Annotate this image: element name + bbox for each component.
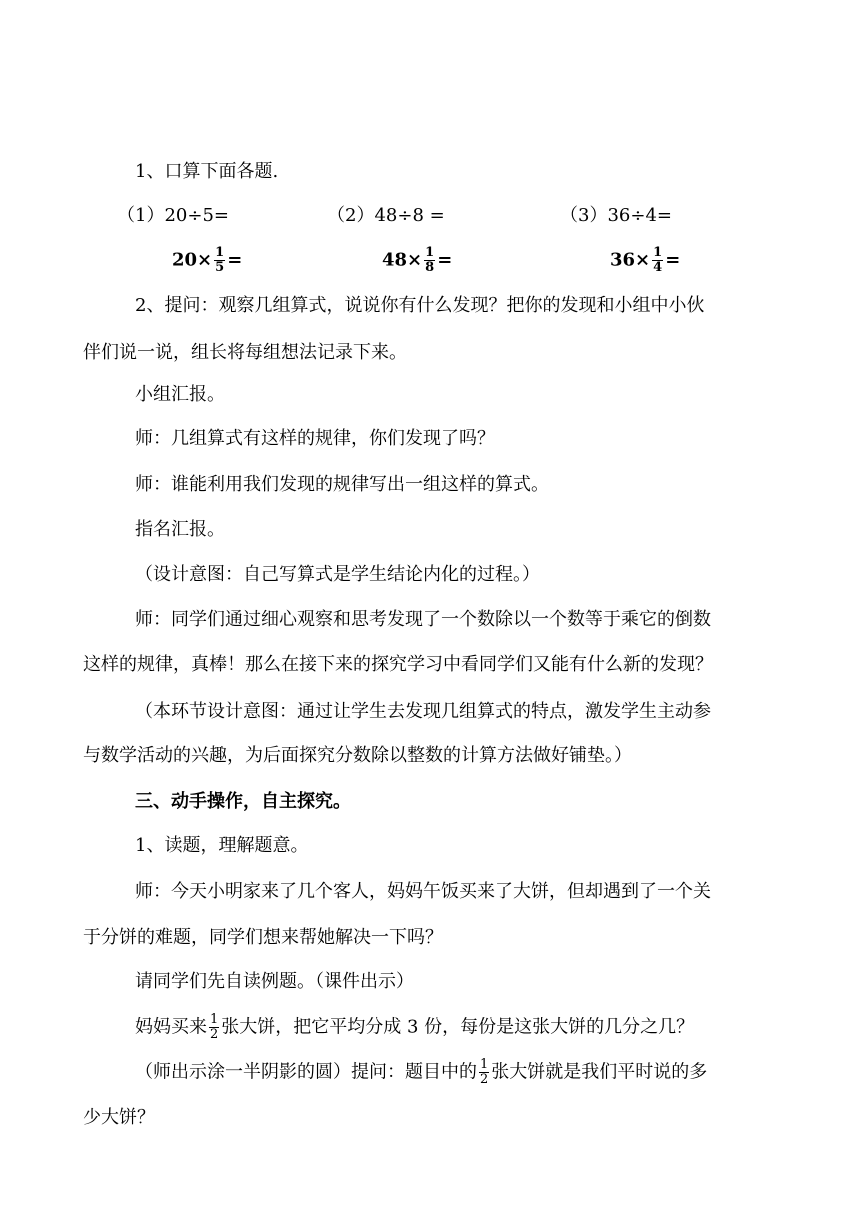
example-text-start: 妈妈买来 <box>135 1016 207 1038</box>
multiplication-1-text: 20× <box>172 249 213 271</box>
teacher-5-text-start: （师出示涂一半阴影的圆）提问：题目中的 <box>135 1061 477 1083</box>
paragraph-teacher-3-line-1: 师：同学们通过细心观察和思考发现了一个数除以一个数等于乘它的倒数 <box>135 609 711 630</box>
fraction <box>209 1013 219 1042</box>
fraction-denominator: 2 <box>210 1027 219 1042</box>
section-heading: 三、动手操作，自主探究。 <box>135 791 351 812</box>
paragraph-group-report: 小组汇报。 <box>135 384 225 405</box>
paragraph-read-question: 1、读题，理解题意。 <box>135 835 309 856</box>
paragraph-named-report: 指名汇报。 <box>135 519 225 540</box>
paragraph-design-intent-line-1: （本环节设计意图：通过让学生去发现几组算式的特点，激发学生主动参 <box>135 701 711 722</box>
question-3: （3）36÷4= <box>560 205 672 226</box>
paragraph-question-line-2: 伴们说一说，组长将每组想法记录下来。 <box>83 342 407 363</box>
teacher-5-text-end: 张大饼就是我们平时说的多 <box>491 1061 708 1083</box>
paragraph-teacher-4-line-2: 于分饼的难题，同学们想来帮她解决一下吗？ <box>83 927 443 948</box>
fraction-numerator: 1 <box>653 245 663 260</box>
fraction <box>424 246 435 275</box>
fraction-denominator: 4 <box>653 260 663 275</box>
fraction <box>652 246 663 275</box>
multiplication-2 <box>382 246 452 275</box>
paragraph-design-intent-line-2: 与数学活动的兴趣，为后面探究分数除以整数的计算方法做好铺垫。） <box>83 745 632 766</box>
fraction-numerator: 1 <box>210 1012 219 1027</box>
multiplication-3-text: 36× <box>610 249 651 271</box>
paragraph-teacher-5-line-2: 少大饼？ <box>83 1107 155 1128</box>
question-1: （1）20÷5= <box>117 205 229 226</box>
multiplication-1 <box>172 246 242 275</box>
fraction-denominator: 2 <box>480 1072 489 1087</box>
multiplication-3 <box>610 246 680 275</box>
fraction-denominator: 8 <box>425 260 435 275</box>
paragraph-teacher-5-line-1 <box>135 1058 707 1087</box>
paragraph-teacher-2: 师：谁能利用我们发现的规律写出一组这样的算式。 <box>135 474 549 495</box>
equals-sign: = <box>665 249 681 271</box>
fraction-numerator: 1 <box>480 1057 489 1072</box>
fraction <box>479 1058 489 1087</box>
paragraph-design-note: （设计意图：自己写算式是学生结论内化的过程。） <box>135 564 540 585</box>
fraction <box>214 246 225 275</box>
paragraph-teacher-4-line-1: 师：今天小明家来了几个客人，妈妈午饭买来了大饼，但却遇到了一个关 <box>135 881 711 902</box>
multiplication-2-text: 48× <box>382 249 423 271</box>
equals-sign: = <box>227 249 243 271</box>
question-2: （2）48÷8 = <box>327 205 445 226</box>
paragraph-example-problem <box>135 1013 694 1042</box>
equals-sign: = <box>437 249 453 271</box>
fraction-numerator: 1 <box>425 245 435 260</box>
paragraph-self-read: 请同学们先自读例题。（课件出示） <box>135 971 414 992</box>
fraction-numerator: 1 <box>215 245 225 260</box>
paragraph-teacher-1: 师：几组算式有这样的规律，你们发现了吗？ <box>135 428 495 449</box>
exercise-heading: 1、口算下面各题. <box>135 161 279 182</box>
example-text-end: 张大饼，把它平均分成 3 份，每份是这张大饼的几分之几？ <box>221 1016 695 1038</box>
fraction-denominator: 5 <box>215 260 225 275</box>
paragraph-teacher-3-line-2: 这样的规律，真棒！那么在接下来的探究学习中看同学们又能有什么新的发现？ <box>83 654 713 675</box>
paragraph-question-line-1: 2、提问：观察几组算式，说说你有什么发现？把你的发现和小组中小伙 <box>135 295 705 316</box>
